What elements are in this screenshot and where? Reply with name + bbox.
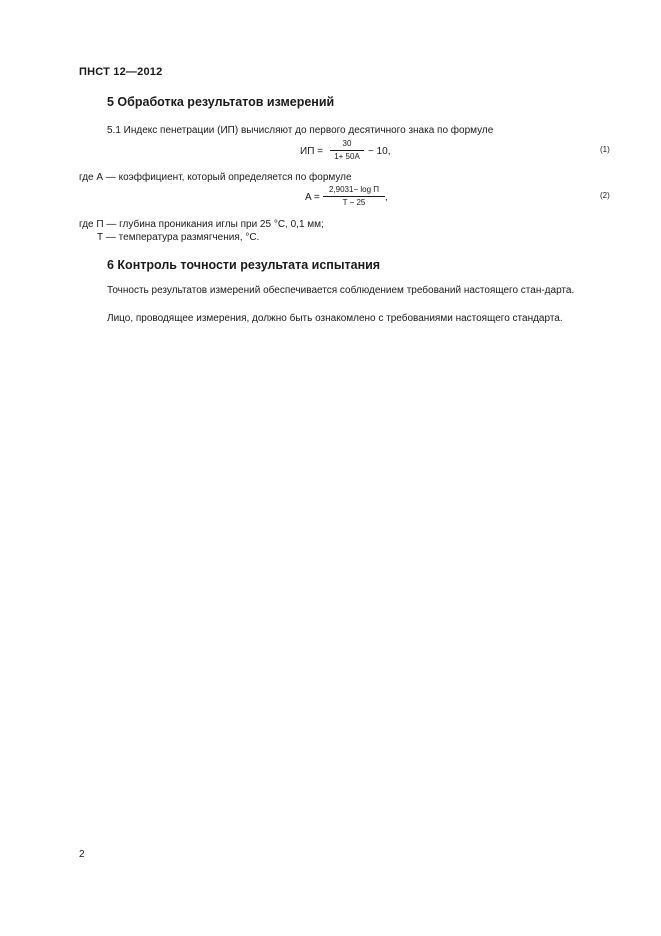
page-number: 2	[79, 849, 85, 860]
fraction-bar	[323, 196, 385, 197]
section-6-paragraph-1: Точность результатов измерений обеспечивается соблюдением требований настоящего стан-дарта.	[107, 285, 575, 296]
where-a-text: где А — коэффициент, который определяется по формуле	[79, 172, 352, 183]
paragraph-5-1: 5.1 Индекс пенетрации (ИП) вычисляют до первого десятичного знака по формуле	[107, 125, 494, 136]
formula-1-numerator: 30	[342, 139, 352, 148]
formula-2-lhs: A =	[305, 192, 320, 203]
formula-1-rhs: − 10,	[368, 146, 391, 157]
formula-2-numerator: 2,9031− log П	[328, 185, 379, 194]
formula-2-number: (2)	[600, 191, 610, 200]
formula-2-rhs: ,	[385, 192, 388, 203]
formula-2-denominator: T − 25	[342, 198, 366, 207]
formula-2-fraction	[323, 185, 385, 208]
where-t-text: Т — температура размягчения, °С.	[97, 232, 260, 243]
section-5-heading: 5 Обработка результатов измерений	[107, 95, 335, 109]
section-6-heading: 6 Контроль точности результата испытания	[107, 258, 381, 272]
fraction-bar	[330, 150, 364, 151]
document-designation: ПНСТ 12—2012	[79, 66, 163, 78]
where-p-text: где П — глубина проникания иглы при 25 °С, 0,1 мм;	[79, 219, 324, 230]
formula-1-fraction	[330, 139, 364, 162]
section-6-paragraph-2: Лицо, проводящее измерения, должно быть ознакомлено с требованиями настоящего стандарта.	[107, 313, 563, 324]
formula-1-lhs: ИП =	[300, 146, 323, 157]
formula-1-number: (1)	[600, 145, 610, 154]
formula-1-denominator: 1+ 50A	[334, 152, 360, 161]
